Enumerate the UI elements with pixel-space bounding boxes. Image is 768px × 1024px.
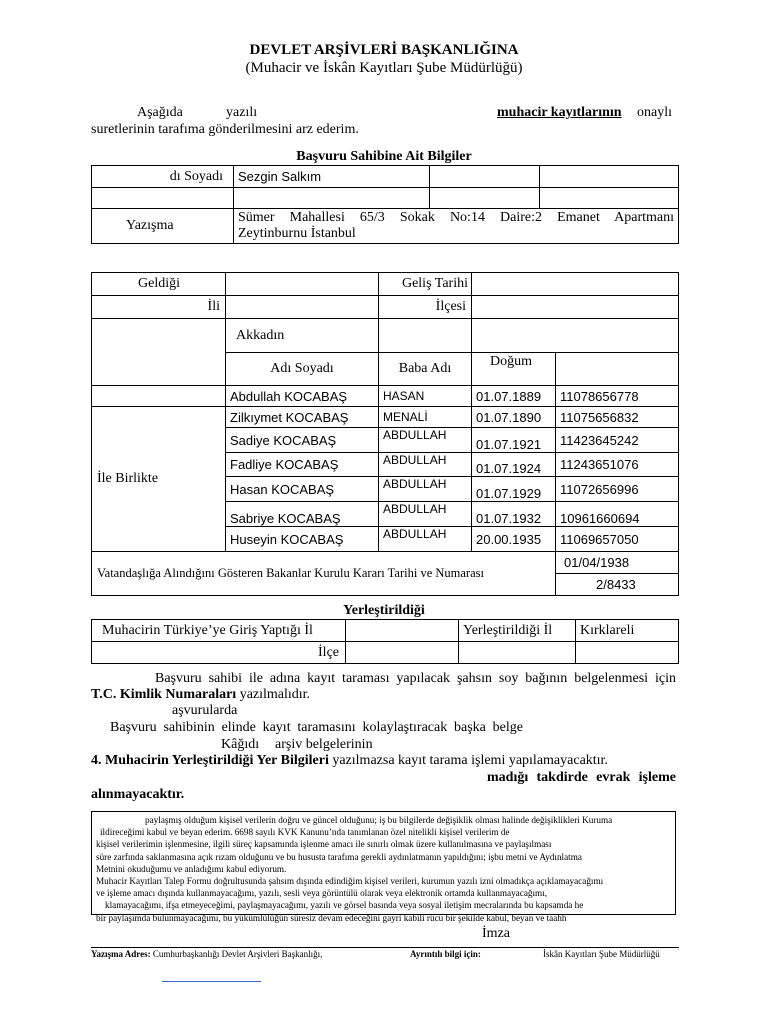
person-birth[interactable]: 20.00.1935 — [472, 527, 556, 552]
person-id[interactable]: 11072656996 — [556, 477, 679, 502]
intro-word-end: onaylı — [637, 105, 672, 120]
name-extra-1[interactable] — [430, 166, 540, 188]
consent-line: Metnini okuduğumu ve anladığımı kabul ediyorum. — [96, 863, 287, 874]
address-label: Yazışma — [92, 209, 234, 244]
note-3-word-1: Kâğıdı — [221, 737, 260, 752]
footer-address-value: Cumhurbaşkanlığı Devlet Arşivleri Başkanlığı, — [152, 949, 323, 959]
note-5-line-2: alınmayacaktır. — [91, 787, 185, 802]
person-birth[interactable]: 01.07.1890 — [472, 407, 556, 428]
district-value[interactable] — [472, 296, 679, 319]
note-5-line-1: madığı takdirde evrak işleme — [487, 770, 676, 785]
person-id[interactable]: 11243651076 — [556, 453, 679, 477]
district-label: İlçesi — [379, 296, 472, 319]
consent-line: Muhacir Kayıtları Talep Formu doğrultusunda şahsım dışında edindiğim kişisel verileri, kurumun yazılı izni olmadıkça açıklamayacağımı — [96, 876, 604, 887]
arrival-date-label: Geliş Tarihi — [379, 273, 472, 296]
consent-line: ildireceğimi kabul ve beyan ederim. 6698 sayılı KVK Kanunu’nda tanımlanan özel nitelikli kişisel verilerim de — [100, 827, 510, 838]
person-father[interactable]: ABDULLAH — [379, 477, 472, 502]
person-father[interactable]: MENALİ — [379, 407, 472, 428]
person-name[interactable]: Huseyin KOCABAŞ — [226, 527, 379, 552]
blank-cell — [92, 386, 226, 407]
entry-province-value[interactable] — [346, 620, 459, 642]
settled-province-label: Yerleştirildiği İl — [459, 620, 576, 642]
note-1-bold: T.C. Kimlik Numaraları — [91, 687, 237, 702]
blank-cell[interactable] — [92, 188, 234, 209]
person-id[interactable]: 11069657050 — [556, 527, 679, 552]
signature-label: İmza — [482, 926, 510, 941]
decision-number[interactable]: 2/8433 — [556, 574, 679, 596]
consent-line: bir paylaşımda bulunmayacağımı, bu yükümlülüğün süresiz devam edeceğini gayri kabili rücu bir şekilde kabul, beyan ve taahh — [96, 912, 567, 923]
intro-bold-phrase: muhacir kayıtlarının — [497, 105, 622, 120]
footer-unit: İskân Kayıtları Şube Müdürlüğü — [543, 949, 660, 959]
note-4-bold: 4. Muhacirin Yerleştirildiği Yer Bilgileri — [91, 753, 329, 768]
intro-word-2: yazılı — [226, 105, 258, 120]
applicant-heading: Başvuru Sahibine Ait Bilgiler — [296, 149, 472, 164]
came-from-value[interactable] — [226, 273, 379, 296]
name-label: dı Soyadı — [92, 166, 234, 188]
address-line-1: Sümer Mahallesi 65/3 Sokak No:14 Daire:2 Emanet Apartmanı — [238, 210, 674, 225]
person-birth[interactable]: 01.07.1932 — [472, 502, 556, 527]
person-father[interactable]: ABDULLAH — [379, 527, 472, 552]
origin-table — [91, 272, 679, 596]
consent-line: ve işleme amacı dışında kullanmayacağımı, yazılı, sesli veya görüntülü olarak veya elektronik ortamda kullanmayacağımı, — [96, 888, 548, 899]
province-label: İli — [92, 296, 226, 319]
person-name[interactable]: Zilkıymet KOCABAŞ — [226, 407, 379, 428]
person-name[interactable]: Fadliye KOCABAŞ — [226, 453, 379, 477]
person-id[interactable]: 11075656832 — [556, 407, 679, 428]
person-father[interactable]: ABDULLAH — [379, 453, 472, 477]
intro-line-2: suretlerinin tarafıma gönderilmesini arz ederim. — [91, 122, 359, 137]
footer-link-underline[interactable] — [162, 981, 261, 982]
note-1-line-1: Başvuru sahibi ile adına kayıt taraması yapılacak şahsın soy bağının belgelenmesi için — [155, 671, 676, 686]
applicant-table — [91, 165, 679, 244]
person-father[interactable]: ABDULLAH — [379, 428, 472, 453]
settled-province-value[interactable]: Kırklareli — [576, 620, 679, 642]
note-4 — [91, 753, 608, 769]
col-header-father: Baba Adı — [379, 353, 472, 386]
person-id[interactable]: 11078656778 — [556, 386, 679, 407]
village-value[interactable]: Akkadın — [226, 319, 379, 353]
settlement-heading: Yerleştirildiği — [343, 603, 425, 618]
consent-line: kişisel verilerimin işlenmesine, ilgili süreç kapsamında işlenme amacı ile sınırlı olmak üzere kullanılmasına ve paylaşılması — [96, 839, 552, 850]
person-birth[interactable]: 01.07.1929 — [472, 477, 556, 502]
name-value[interactable]: Sezgin Salkım — [234, 166, 430, 188]
address-value[interactable] — [234, 209, 679, 244]
person-birth[interactable]: 01.07.1889 — [472, 386, 556, 407]
footer-divider — [91, 947, 679, 948]
col-header-id — [556, 353, 679, 386]
blank-cell[interactable] — [472, 319, 679, 353]
person-name[interactable]: Sadiye KOCABAŞ — [226, 428, 379, 453]
note-1-rest: yazılmalıdır. — [239, 687, 311, 702]
person-name[interactable]: Abdullah KOCABAŞ — [226, 386, 379, 407]
district-label: İlçe — [92, 642, 346, 664]
blank-cell[interactable] — [379, 319, 472, 353]
together-label: İle Birlikte — [92, 407, 226, 552]
name-extra-2[interactable] — [540, 166, 679, 188]
footer-info-label: Ayrıntılı bilgi için: — [410, 949, 481, 959]
blank-cell — [92, 319, 226, 386]
blank-cell[interactable] — [540, 188, 679, 209]
col-header-birth: Doğum — [472, 353, 556, 386]
settlement-table — [91, 619, 679, 664]
col-header-name: Adı Soyadı — [226, 353, 379, 386]
person-father[interactable]: ABDULLAH — [379, 502, 472, 527]
blank-cell[interactable] — [576, 642, 679, 664]
decision-date[interactable]: 01/04/1938 — [556, 552, 679, 574]
citizenship-label: Vatandaşlığa Alındığını Gösteren Bakanlar Kurulu Kararı Tarihi ve Numarası — [92, 552, 556, 596]
person-name[interactable]: Hasan KOCABAŞ — [226, 477, 379, 502]
page-title: DEVLET ARŞİVLERİ BAŞKANLIĞINA — [249, 42, 519, 58]
intro-word-1: Aşağıda — [137, 105, 183, 120]
person-id[interactable]: 11423645242 — [556, 428, 679, 453]
footer-address — [91, 949, 322, 959]
note-3-line: Başvuru sahibinin elinde kayıt taramasını kolaylaştıracak başka belge — [110, 720, 523, 735]
consent-box — [91, 811, 676, 923]
page-subtitle: (Muhacir ve İskân Kayıtları Şube Müdürlüğü) — [245, 60, 523, 76]
entry-province-label: Muhacirin Türkiye’ye Giriş Yaptığı İl — [92, 620, 346, 642]
person-id[interactable]: 10961660694 — [556, 502, 679, 527]
person-birth[interactable]: 01.07.1921 — [472, 428, 556, 453]
person-father[interactable]: HASAN — [379, 386, 472, 407]
footer-address-label: Yazışma Adres: — [91, 949, 151, 959]
province-value[interactable] — [226, 296, 379, 319]
note-3-word-2: arşiv belgelerinin — [275, 737, 373, 752]
person-name[interactable]: Sabriye KOCABAŞ — [226, 502, 379, 527]
note-4-rest: yazılmazsa kayıt tarama işlemi yapılamayacaktır. — [332, 753, 608, 768]
arrival-date-value[interactable] — [472, 273, 679, 296]
district-value[interactable] — [346, 642, 459, 664]
blank-cell[interactable] — [234, 188, 430, 209]
note-2-fragment: aşvurularda — [172, 703, 238, 718]
address-line-2: Zeytinburnu İstanbul — [238, 226, 356, 241]
consent-line: klamayacağımı, ifşa etmeyeceğimi, paylaşmayacağımı, yazılı ve görsel basında veya sosyal iletişim mecralarında bu kapsamda he — [105, 900, 584, 911]
person-birth[interactable]: 01.07.1924 — [472, 453, 556, 477]
blank-cell[interactable] — [459, 642, 576, 664]
consent-line: paylaşmış olduğum kişisel verilerin doğru ve güncel olduğunu; iş bu bilgilerde değişiklik olması halinde değişiklikleri Kuruma — [145, 815, 613, 825]
blank-cell[interactable] — [430, 188, 540, 209]
came-from-label: Geldiği — [92, 273, 226, 296]
consent-line: süre zarfında saklanmasına açık rızam olduğunu ve bu hususta tarafıma gerekli aydınlatmanın yapıldığını; işbu metni ve Aydınlatma — [96, 851, 582, 862]
note-1-line-2 — [91, 687, 310, 703]
